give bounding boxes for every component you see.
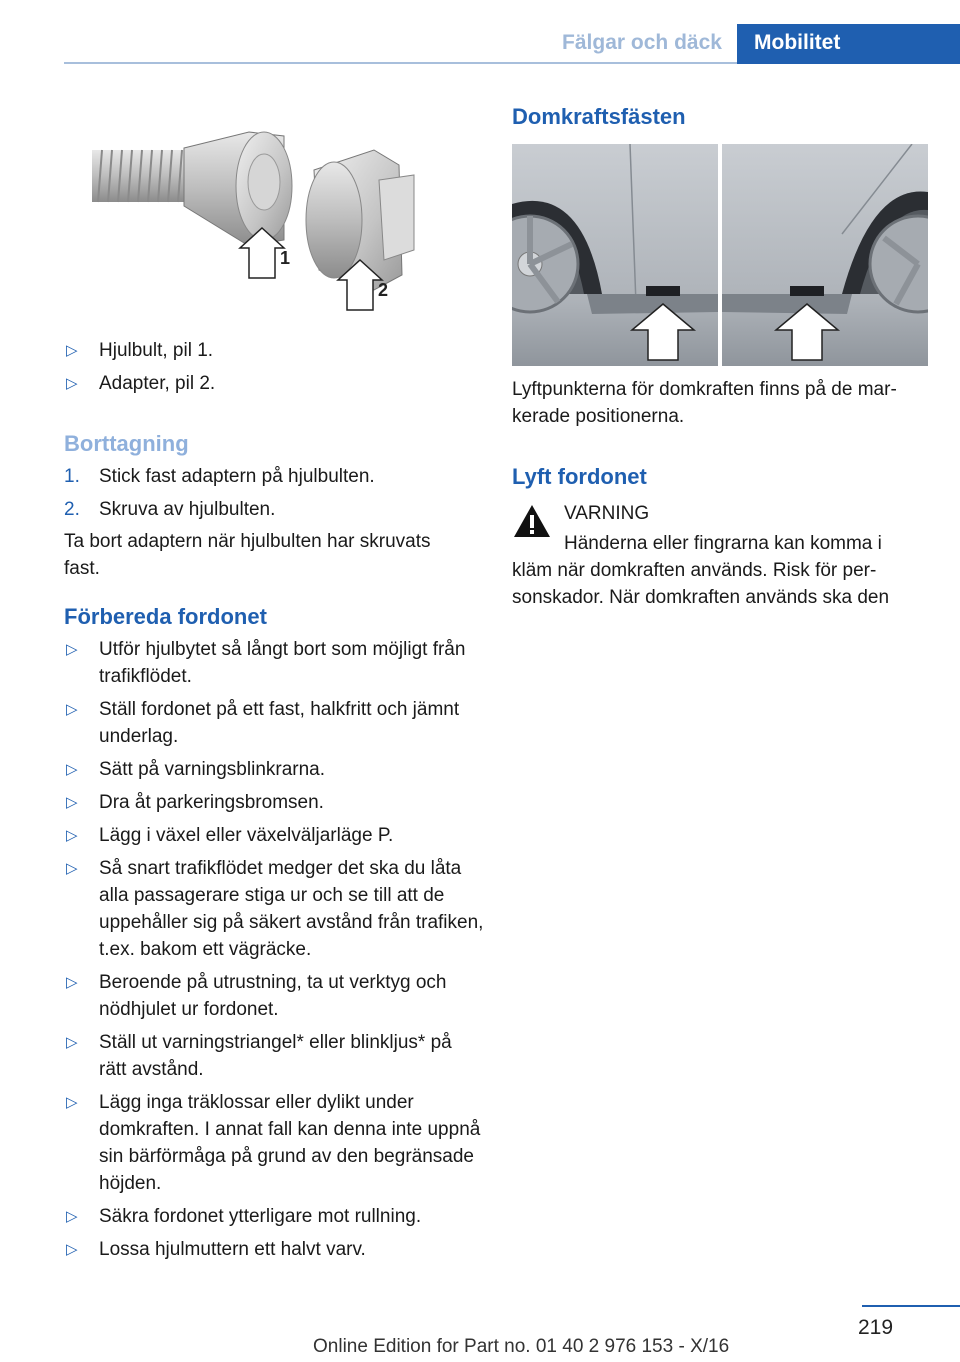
jack-points-heading: Domkraftsfästen: [512, 104, 686, 129]
triangle-bullet-icon: ▷: [66, 827, 78, 844]
list-item: ▷ Ställ ut varningstriangel* eller blinkljus* på rätt avstånd.: [64, 1029, 484, 1083]
bolt-thread: [92, 150, 189, 202]
triangle-bullet-icon: ▷: [66, 860, 78, 877]
triangle-bullet-icon: ▷: [66, 1208, 78, 1225]
list-item: ▷ Hjulbult, pil 1.: [64, 337, 484, 364]
triangle-bullet-icon: ▷: [66, 1094, 78, 1111]
list-item: ▷ Lossa hjulmuttern ett halvt varv.: [64, 1236, 484, 1263]
wheel-bolt-adapter-illustration: [84, 110, 424, 330]
arrow-2-label: 2: [378, 280, 389, 300]
triangle-bullet-icon: ▷: [66, 641, 78, 658]
jack-points-caption: Lyftpunkterna för domkraften finns på de markerade positionerna.: [512, 379, 897, 427]
jack-points-photo: [512, 144, 928, 366]
list-item: ▷ Beroende på utrustning, ta ut verktyg och nödhjulet ur fordonet.: [64, 969, 484, 1023]
warning-label: VARNING: [564, 503, 650, 524]
list-item: ▷ Lägg i växel eller växelväljarläge P.: [64, 822, 484, 849]
list-item: ▷ Ställ fordonet på ett fast, halkfritt och jämnt underlag.: [64, 696, 484, 750]
header-chapter-tab[interactable]: Mobilitet: [737, 24, 960, 62]
list-item: 2. Skruva av hjulbulten.: [64, 499, 276, 520]
triangle-bullet-icon: ▷: [66, 701, 78, 718]
online-edition-note: Online Edition for Part no. 01 40 2 976 153 - X/16: [313, 1336, 730, 1357]
triangle-bullet-icon: ▷: [66, 974, 78, 991]
list-item: ▷ Dra åt parkeringsbromsen.: [64, 789, 484, 816]
footer-rule: [862, 1305, 960, 1307]
triangle-bullet-icon: ▷: [66, 342, 78, 359]
parts-list: [64, 337, 484, 403]
prepare-list: [64, 636, 484, 1269]
triangle-bullet-icon: ▷: [66, 375, 78, 392]
triangle-bullet-icon: ▷: [66, 1241, 78, 1258]
lift-heading: Lyft fordonet: [512, 464, 647, 489]
arrow-1-label: 1: [280, 248, 291, 268]
adapter-face: [306, 162, 362, 278]
header-section-tab[interactable]: Fälgar och däck: [562, 31, 722, 54]
removal-heading: Borttagning: [64, 431, 189, 456]
jack-point-front-panel: [512, 144, 718, 366]
triangle-bullet-icon: ▷: [66, 794, 78, 811]
triangle-bullet-icon: ▷: [66, 761, 78, 778]
list-item: 1. Stick fast adaptern på hjulbulten.: [64, 466, 375, 487]
page-number: 219: [858, 1316, 894, 1339]
removal-note: Ta bort adaptern när hjulbulten har skruvats fast.: [64, 531, 431, 579]
removal-steps: [64, 463, 484, 529]
prepare-heading: Förbereda fordonet: [64, 604, 267, 629]
list-item: ▷ Lägg inga träklossar eller dylikt under domkraften. I annat fall kan denna inte uppnå sin bärförmåga på grund av den begränsade höjden.: [64, 1089, 484, 1197]
adapter-hex: [379, 175, 414, 260]
triangle-bullet-icon: ▷: [66, 1034, 78, 1051]
list-item: ▷ Säkra fordonet ytterligare mot rullning.: [64, 1203, 484, 1230]
list-item: ▷ Adapter, pil 2.: [64, 370, 484, 397]
warning-text: Händerna eller fingrarna kan komma i kläm när domkraften används. Risk för personskador. När domkraften används ska den: [512, 533, 890, 608]
jack-point-rear-panel: [722, 144, 928, 366]
list-item: ▷ Sätt på varningsblinkrarna.: [64, 756, 484, 783]
list-item: ▷ Utför hjulbytet så långt bort som möjligt från trafikflödet.: [64, 636, 484, 690]
bolt-pattern: [248, 154, 280, 210]
list-item: ▷ Så snart trafikflödet medger det ska du låta alla passagerare stiga ur och se till att de uppehåller sig på säkert avstånd från trafiken, t.ex. bakom ett vägräcke.: [64, 855, 484, 963]
